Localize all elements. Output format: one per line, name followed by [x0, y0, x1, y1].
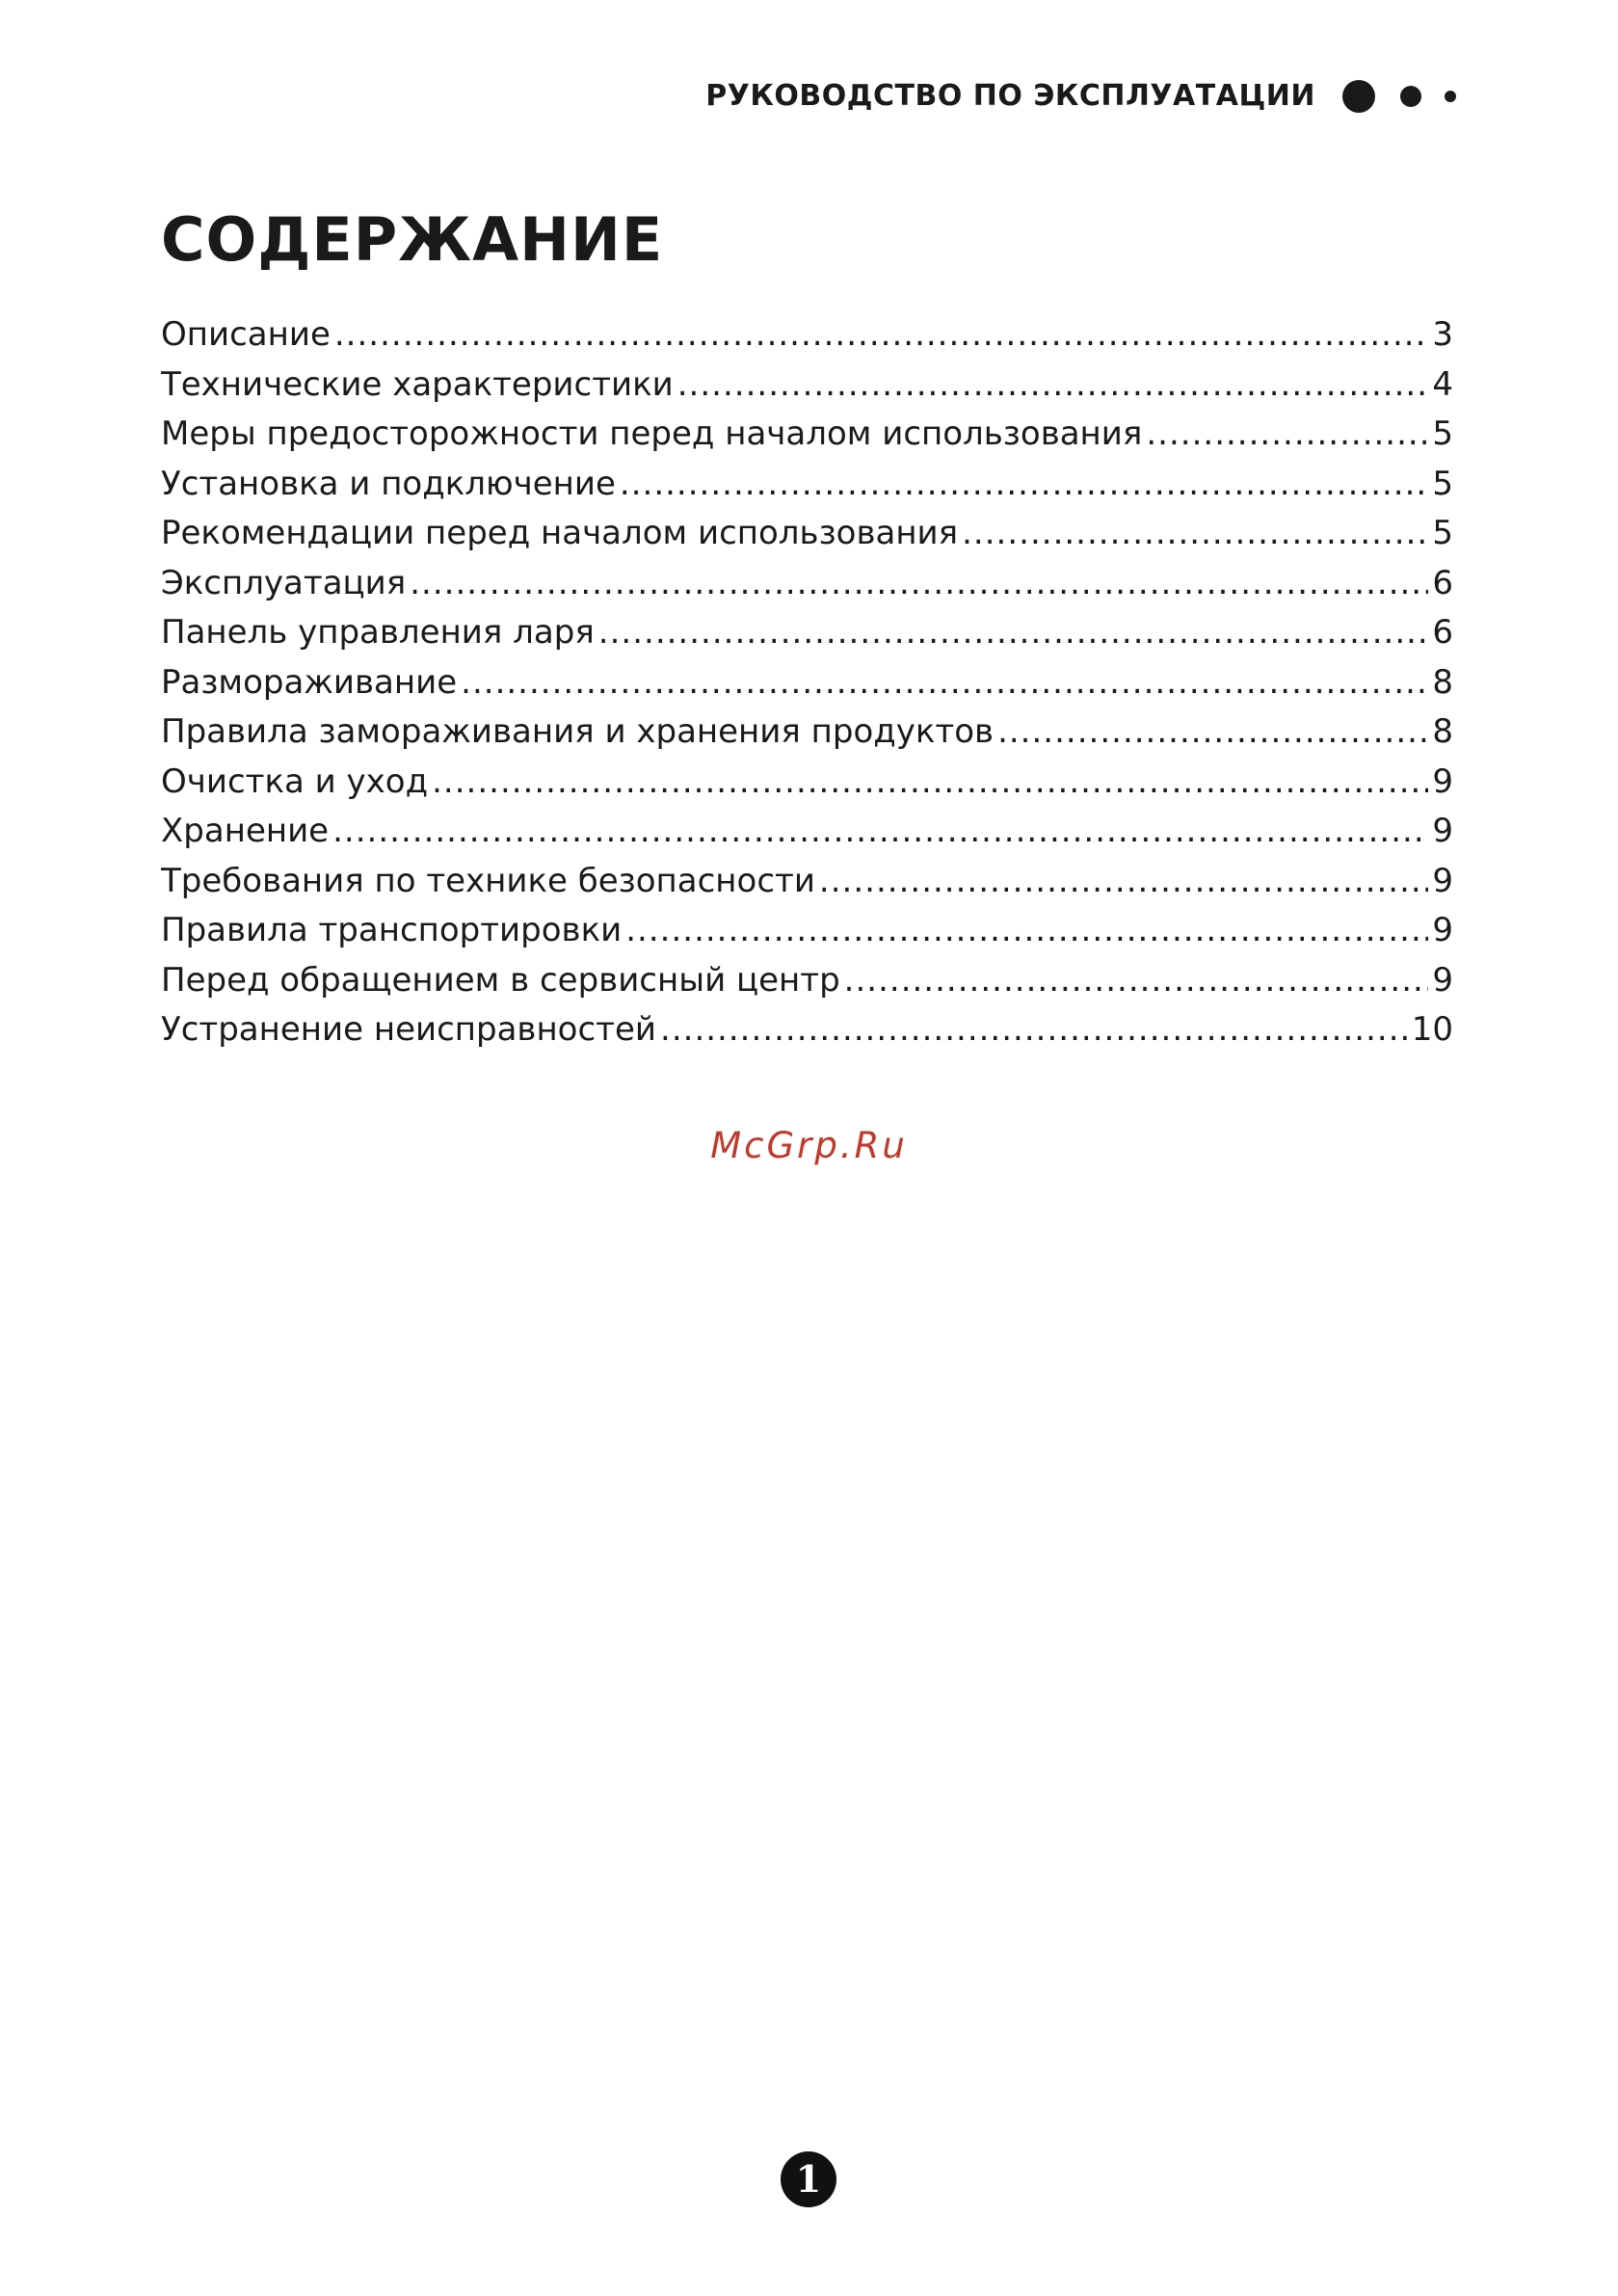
- toc-entry-label: Установка и подключение: [161, 464, 616, 503]
- watermark: McGrp.Ru: [710, 1125, 908, 1166]
- small-dot-icon: [1445, 91, 1456, 102]
- toc-entry-label: Эксплуатация: [161, 563, 407, 602]
- toc-dot-leader: [461, 663, 1428, 702]
- toc-entry[interactable]: [161, 564, 1453, 614]
- toc-entry-page: 8: [1432, 662, 1453, 702]
- toc-dot-leader: [819, 862, 1428, 900]
- toc-entry[interactable]: [161, 365, 1453, 415]
- toc-entry-page: 6: [1432, 613, 1453, 652]
- toc-entry-label: Устранение неисправностей: [161, 1010, 657, 1049]
- toc-entry[interactable]: [161, 613, 1453, 663]
- toc-entry-page: 4: [1432, 364, 1453, 404]
- toc-entry-page: 9: [1432, 960, 1453, 1000]
- toc-dot-leader: [625, 911, 1428, 949]
- toc-entry-label: Хранение: [161, 812, 330, 850]
- toc-dot-leader: [620, 465, 1428, 503]
- toc-dot-leader: [410, 564, 1428, 602]
- toc-entry-label: Технические характеристики: [161, 364, 674, 404]
- toc-entry-page: 9: [1432, 911, 1453, 949]
- toc-entry[interactable]: [161, 663, 1453, 713]
- toc-entry[interactable]: [161, 315, 1453, 365]
- toc-entry-label: Размораживание: [161, 662, 458, 702]
- toc-dot-leader: [660, 1010, 1408, 1049]
- toc-entry-page: 10: [1411, 1010, 1453, 1049]
- medium-dot-icon: [1400, 86, 1421, 107]
- toc-entry-label: Панель управления ларя: [161, 613, 595, 652]
- toc-entry-page: 9: [1432, 812, 1453, 850]
- toc-title: СОДЕРЖАНИЕ: [161, 204, 664, 275]
- toc-entry-page: 5: [1432, 464, 1453, 503]
- toc-entry[interactable]: [161, 762, 1453, 813]
- toc-entry-label: Описание: [161, 315, 331, 354]
- toc-entry-page: 5: [1432, 414, 1453, 453]
- decorative-dots: [1342, 80, 1456, 113]
- toc-dot-leader: [598, 613, 1429, 652]
- running-header: [705, 79, 1456, 113]
- toc-entry[interactable]: [161, 1010, 1453, 1060]
- toc-entry-label: Правила транспортировки: [161, 911, 623, 949]
- toc-dot-leader: [844, 961, 1429, 1000]
- toc-dot-leader: [332, 812, 1428, 850]
- toc-dot-leader: [997, 712, 1428, 751]
- toc-entry-page: 9: [1432, 761, 1453, 801]
- toc-dot-leader: [677, 365, 1429, 404]
- large-dot-icon: [1342, 80, 1375, 113]
- toc-entry[interactable]: [161, 812, 1453, 862]
- toc-entry-page: 3: [1432, 315, 1453, 354]
- toc-entry[interactable]: [161, 961, 1453, 1011]
- toc-dot-leader: [432, 762, 1428, 801]
- toc-entry-label: Перед обращением в сервисный центр: [161, 960, 840, 1000]
- toc-entry-page: 5: [1432, 514, 1453, 552]
- running-header-title: РУКОВОДСТВО ПО ЭКСПЛУАТАЦИИ: [705, 79, 1315, 113]
- toc-entry-label: Рекомендации перед началом использования: [161, 514, 959, 552]
- toc-dot-leader: [962, 514, 1428, 552]
- toc-dot-leader: [334, 315, 1428, 354]
- toc-entry[interactable]: [161, 911, 1453, 961]
- page-number-badge: 1: [781, 2151, 836, 2207]
- toc-entry-label: Меры предосторожности перед началом использования: [161, 414, 1143, 453]
- toc-entry-page: 6: [1432, 563, 1453, 602]
- toc-dot-leader: [1146, 414, 1428, 453]
- toc-entry-label: Требования по технике безопасности: [161, 861, 815, 900]
- toc-entry-label: Очистка и уход: [161, 761, 429, 801]
- toc-list: [161, 315, 1453, 1060]
- toc-entry[interactable]: [161, 414, 1453, 465]
- toc-entry-page: 8: [1432, 712, 1453, 751]
- toc-entry[interactable]: [161, 514, 1453, 564]
- toc-entry-page: 9: [1432, 861, 1453, 900]
- toc-entry-label: Правила замораживания и хранения продуктов: [161, 712, 995, 751]
- toc-entry[interactable]: [161, 712, 1453, 762]
- toc-entry[interactable]: [161, 862, 1453, 912]
- toc-entry[interactable]: [161, 465, 1453, 515]
